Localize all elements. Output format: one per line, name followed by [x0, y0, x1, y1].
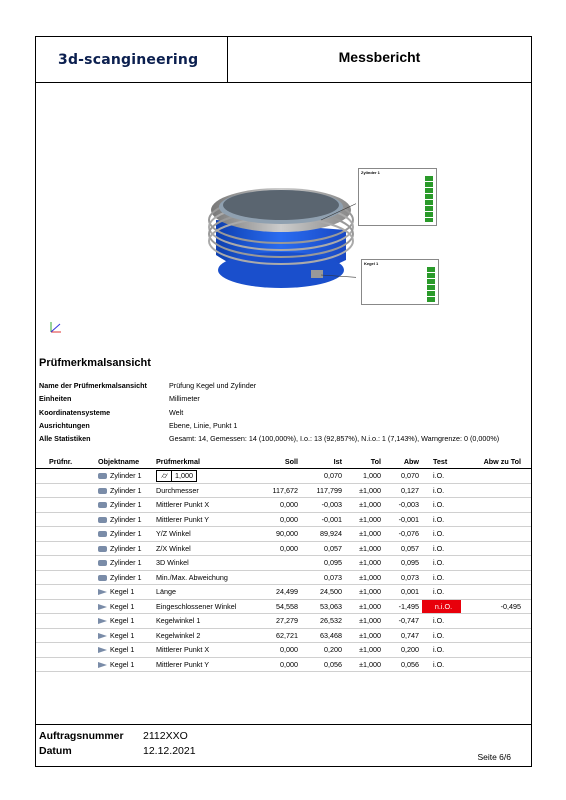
test-cell: i.O. [433, 645, 445, 654]
prop-row [39, 432, 499, 445]
ist-cell: 0,200 [324, 645, 342, 654]
merkmal-cell: Eingeschlossener Winkel [156, 601, 237, 611]
abw-cell: 0,070 [401, 471, 419, 480]
objekt-name: Zylinder 1 [110, 529, 142, 538]
objekt-cell [98, 500, 142, 509]
col-soll-header: Soll [284, 457, 298, 466]
properties-list [39, 379, 499, 445]
cylindricity-icon: ⌭ [157, 471, 172, 481]
soll-cell: 24,499 [276, 587, 298, 596]
objekt-name: Zylinder 1 [110, 543, 142, 553]
tol-cell: ±1,000 [359, 529, 381, 538]
cone-icon [98, 662, 107, 668]
merkmal-cell: Länge [156, 587, 176, 596]
auftragsnummer-label: Auftragsnummer [39, 730, 124, 742]
test-cell: i.O. [433, 543, 445, 553]
abw-cell: 0,056 [401, 659, 419, 669]
objekt-cell [98, 616, 134, 625]
cylinder-icon [98, 488, 107, 494]
objekt-cell [98, 515, 142, 524]
test-cell: i.O. [433, 616, 445, 625]
prop-key: Alle Statistiken [39, 434, 91, 444]
page-number: Seite 6/6 [477, 752, 511, 762]
ist-cell: 63,468 [320, 630, 342, 640]
abw-cell: 0,073 [401, 572, 419, 582]
objekt-name: Zylinder 1 [110, 572, 142, 582]
objekt-name: Kegel 1 [110, 616, 135, 625]
table-row [36, 585, 531, 600]
test-cell: i.O. [433, 500, 445, 509]
ist-cell: 0,095 [324, 558, 342, 567]
gdt-frame [156, 471, 197, 482]
tol-cell: ±1,000 [359, 572, 381, 582]
prop-value: Prüfung Kegel und Zylinder [169, 381, 257, 390]
tol-cell: ±1,000 [359, 558, 381, 567]
table-row [36, 484, 531, 499]
measurement-table [36, 455, 531, 672]
abw-cell: 0,001 [401, 587, 419, 596]
ist-cell: 26,532 [320, 616, 342, 625]
abw-cell: -0,076 [398, 529, 419, 538]
tol-cell: ±1,000 [359, 659, 381, 669]
ist-cell: 0,073 [324, 572, 342, 582]
soll-cell: 27,279 [276, 616, 298, 625]
soll-cell: 62,721 [276, 630, 298, 640]
test-cell: i.O. [433, 485, 445, 495]
merkmal-cell: Mittlerer Punkt Y [156, 659, 209, 669]
soll-cell: 0,000 [280, 500, 298, 509]
ist-cell: 0,056 [324, 659, 342, 669]
tol-cell: ±1,000 [359, 601, 381, 611]
soll-cell: 54,558 [276, 601, 298, 611]
objekt-cell [98, 529, 142, 538]
table-row [36, 469, 531, 484]
objekt-cell [98, 486, 142, 495]
cone-icon [98, 647, 107, 653]
objekt-name: Zylinder 1 [110, 514, 142, 524]
abw-cell: -0,001 [398, 514, 419, 524]
table-row [36, 498, 531, 513]
prop-row [39, 392, 499, 405]
col-pruefnr-header: Prüfnr. [49, 457, 73, 466]
objekt-name: Zylinder 1 [110, 485, 142, 495]
company-logo: 3d-scangineering [58, 52, 199, 68]
objekt-cell [98, 471, 142, 480]
ist-cell: -0,003 [321, 500, 342, 509]
merkmal-cell: Kegelwinkel 2 [156, 630, 201, 640]
merkmal-cell: Kegelwinkel 1 [156, 616, 201, 625]
prop-row [39, 419, 499, 432]
col-abw-tol-header: Abw zu Tol [483, 457, 521, 466]
cylinder-icon [98, 575, 107, 581]
report-page [35, 36, 532, 767]
table-row [36, 600, 531, 615]
tol-cell: ±1,000 [359, 630, 381, 640]
ist-cell: -0,001 [321, 514, 342, 524]
datum-label: Datum [39, 745, 72, 757]
col-tol-header: Tol [370, 457, 381, 466]
abw-tol-cell: -0,495 [500, 601, 521, 611]
objekt-cell [98, 587, 134, 596]
cylinder-icon [98, 560, 107, 566]
abw-cell: -0,003 [398, 500, 419, 509]
tol-cell: ±1,000 [359, 616, 381, 625]
col-objekt-header: Objektname [98, 457, 140, 466]
tol-cell: ±1,000 [359, 587, 381, 596]
objekt-cell [98, 573, 142, 582]
prop-value: Welt [169, 407, 184, 417]
test-cell: i.O. [433, 529, 445, 538]
soll-cell: 117,672 [272, 485, 298, 495]
cone-icon [98, 633, 107, 639]
kegel-annotation-title: Kegel 1 [364, 261, 379, 266]
tol-cell: ±1,000 [359, 500, 381, 509]
cylinder-icon [98, 517, 107, 523]
table-row [36, 614, 531, 629]
prop-row [39, 406, 499, 419]
merkmal-cell: Mittlerer Punkt X [156, 645, 210, 654]
merkmal-cell: Min./Max. Abweichung [156, 572, 228, 582]
test-cell: n.i.O. [434, 601, 453, 611]
prop-key: Ausrichtungen [39, 420, 90, 430]
col-abw-header: Abw [403, 457, 419, 466]
report-footer [36, 724, 531, 768]
objekt-name: Kegel 1 [110, 587, 135, 596]
test-cell: i.O. [433, 630, 445, 640]
table-row [36, 542, 531, 557]
objekt-name: Zylinder 1 [110, 558, 142, 567]
merkmal-cell: Mittlerer Punkt Y [156, 514, 209, 524]
ist-cell: 117,799 [316, 485, 342, 495]
table-header [36, 455, 531, 469]
prop-value: Millimeter [169, 394, 200, 404]
abw-cell: 0,747 [401, 630, 419, 640]
prop-key: Einheiten [39, 394, 72, 404]
soll-cell: 0,000 [280, 514, 298, 524]
tol-cell: ±1,000 [359, 543, 381, 553]
abw-cell: -1,495 [398, 601, 419, 611]
ist-cell: 0,057 [324, 543, 342, 553]
ist-cell: 89,924 [320, 529, 342, 538]
cylinder-icon [98, 502, 107, 508]
tol-cell: ±1,000 [359, 485, 381, 495]
ist-cell: 24,500 [320, 587, 342, 596]
objekt-name: Kegel 1 [110, 659, 135, 669]
cylinder-icon [98, 546, 107, 552]
test-cell: i.O. [433, 572, 445, 582]
abw-cell: 0,127 [401, 485, 419, 495]
soll-cell: 0,000 [280, 543, 298, 553]
prop-value: Gesamt: 14, Gemessen: 14 (100,000%), I.o.: 13 (92,857%), N.i.o.: 1 (7,143%), Warngrenze: 0 (0,000%) [169, 434, 500, 444]
objekt-name: Zylinder 1 [110, 500, 142, 509]
ist-cell: 53,063 [320, 601, 342, 611]
axes-icon [46, 317, 66, 337]
col-ist-header: Ist [333, 457, 342, 466]
report-title: Messbericht [338, 49, 421, 65]
merkmal-cell: Mittlerer Punkt X [156, 500, 210, 509]
objekt-name: Zylinder 1 [110, 471, 142, 480]
test-cell: i.O. [433, 659, 445, 669]
zylinder-annotation-title: Zylinder 1 [361, 170, 380, 175]
abw-cell: 0,200 [401, 645, 419, 654]
objekt-cell [98, 602, 134, 611]
merkmal-cell: Y/Z Winkel [156, 529, 191, 538]
table-row [36, 527, 531, 542]
objekt-name: Kegel 1 [110, 601, 135, 611]
prop-row [39, 379, 499, 392]
cylinder-icon [98, 531, 107, 537]
tol-cell: 1,000 [363, 471, 381, 480]
soll-cell: 90,000 [276, 529, 298, 538]
cylinder-icon [98, 473, 107, 479]
table-row [36, 556, 531, 571]
col-merkmal-header: Prüfmerkmal [156, 457, 200, 466]
section-title: Prüfmerkmalsansicht [39, 357, 151, 369]
zylinder-annotation-box [358, 168, 437, 226]
test-cell: i.O. [433, 514, 445, 524]
col-test-header: Test [433, 457, 448, 466]
soll-cell: 0,000 [280, 645, 298, 654]
abw-cell: -0,747 [398, 616, 419, 625]
merkmal-cell: 3D Winkel [156, 558, 189, 567]
soll-cell: 0,000 [280, 659, 298, 669]
kegel-annotation-box [361, 259, 439, 305]
objekt-name: Kegel 1 [110, 630, 135, 640]
tol-cell: ±1,000 [359, 645, 381, 654]
prop-key: Name der Prüfmerkmalsansicht [39, 381, 147, 390]
abw-cell: 0,057 [401, 543, 419, 553]
test-cell: i.O. [433, 471, 445, 480]
prop-key: Koordinatensysteme [39, 407, 111, 417]
table-row [36, 643, 531, 658]
cylinder-cone-model [206, 175, 356, 305]
abw-cell: 0,095 [401, 558, 419, 567]
merkmal-cell: Durchmesser [156, 485, 199, 495]
tol-cell: ±1,000 [359, 514, 381, 524]
test-cell: i.O. [433, 558, 445, 567]
cone-icon [98, 604, 107, 610]
datum-value: 12.12.2021 [143, 745, 196, 757]
objekt-cell [98, 558, 142, 567]
auftragsnummer-value: 2112XXO [143, 730, 188, 742]
objekt-cell [98, 645, 134, 654]
prop-value: Ebene, Linie, Punkt 1 [169, 420, 238, 430]
objekt-cell [98, 544, 142, 553]
table-row [36, 571, 531, 586]
cone-icon [98, 589, 107, 595]
table-row [36, 629, 531, 644]
gdt-value: 1,000 [175, 471, 193, 480]
report-header [36, 37, 531, 83]
merkmal-cell: Z/X Winkel [156, 543, 191, 553]
objekt-cell [98, 660, 134, 669]
table-row [36, 658, 531, 673]
objekt-name: Kegel 1 [110, 645, 135, 654]
cone-icon [98, 618, 107, 624]
table-row [36, 513, 531, 528]
ist-cell: 0,070 [324, 471, 342, 480]
test-cell: i.O. [433, 587, 445, 596]
objekt-cell [98, 631, 134, 640]
